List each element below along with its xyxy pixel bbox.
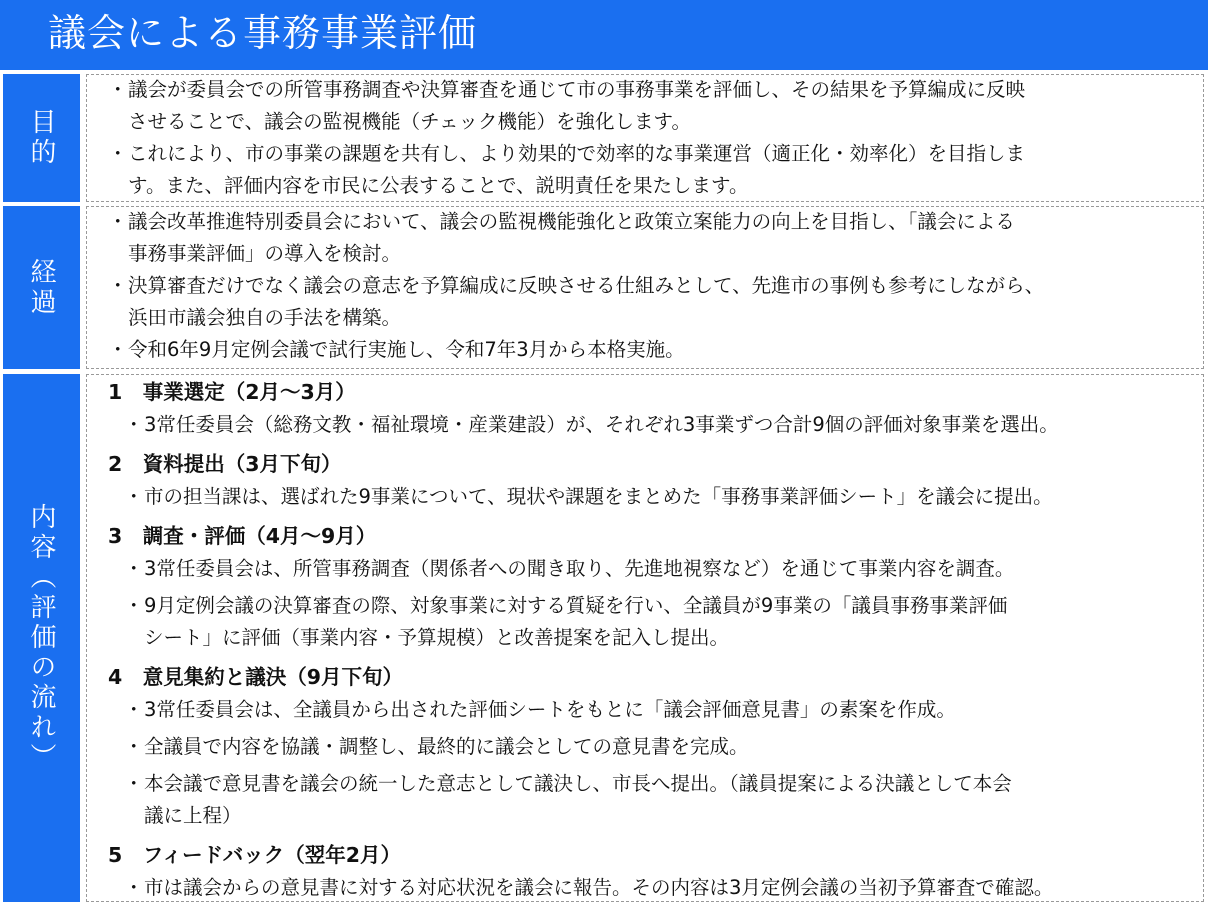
bullet-line: シート」に評価（事業内容・予算規模）と改善提案を記入し提出。 <box>144 626 730 649</box>
bullet-line: 議会改革推進特別委員会において、議会の監視機能強化と政策立案能力の向上を目指し、「議会による <box>128 210 1015 233</box>
bullet-line: させることで、議会の監視機能（チェック機能）を強化します。 <box>128 110 691 133</box>
step-heading: 3 調査・評価（4月～9月） <box>108 524 377 548</box>
step-heading: 1 事業選定（2月～3月） <box>108 380 356 404</box>
history-label <box>3 206 80 369</box>
bullet-line: 市は議会からの意見書に対する対応状況を議会に報告。その内容は3月定例会議の当初予算審査で確認。 <box>144 876 1054 899</box>
step-heading: 2 資料提出（3月下旬） <box>108 452 342 476</box>
bullet-line: 本会議で意見書を議会の統一した意志として議決し、市長へ提出。（議員提案による決議として本会 <box>144 772 1012 795</box>
content-label <box>3 374 80 902</box>
content-label-text: 内容（評価の流れ） <box>26 503 56 773</box>
page-title: 議会による事務事業評価 <box>48 11 478 55</box>
bullet-mark: ・ <box>124 698 144 721</box>
bullet-mark: ・ <box>124 876 144 899</box>
bullet-line: 浜田市議会独自の手法を構築。 <box>128 306 402 329</box>
bullet-mark: ・ <box>108 338 128 361</box>
bullet-line: す。また、評価内容を市民に公表することで、説明責任を果たします。 <box>128 174 749 197</box>
purpose-label-text: 目的 <box>26 108 56 168</box>
bullet-line: 事務事業評価」の導入を検討。 <box>128 242 402 265</box>
bullet-line: 3常任委員会（総務文教・福祉環境・産業建設）が、それぞれ3事業ずつ合計9個の評価対象事業を選出。 <box>144 413 1059 436</box>
title-bar <box>0 0 1208 70</box>
step-heading: 5 フィードバック（翌年2月） <box>108 843 401 867</box>
bullet-mark: ・ <box>124 413 144 436</box>
bullet-line: 3常任委員会は、全議員から出された評価シートをもとに「議会評価意見書」の素案を作成。 <box>144 698 956 721</box>
bullet-mark: ・ <box>124 735 144 758</box>
bullet-line: 全議員で内容を協議・調整し、最終的に議会としての意見書を完成。 <box>144 735 749 758</box>
bullet-mark: ・ <box>108 274 128 297</box>
bullet-mark: ・ <box>124 485 144 508</box>
bullet-line: 決算審査だけでなく議会の意志を予算編成に反映させる仕組みとして、先進市の事例も参考にしながら、 <box>128 274 1045 297</box>
bullet-mark: ・ <box>108 78 128 101</box>
step-heading: 4 意見集約と議決（9月下旬） <box>108 665 404 689</box>
bullet-line: 議会が委員会での所管事務調査や決算審査を通じて市の事務事業を評価し、その結果を予算編成に反映 <box>128 78 1026 101</box>
bullet-mark: ・ <box>108 210 128 233</box>
bullet-mark: ・ <box>124 557 144 580</box>
bullet-line: 9月定例会議の決算審査の際、対象事業に対する質疑を行い、全議員が9事業の「議員事務事業評価 <box>144 594 1008 617</box>
bullet-line: 議に上程） <box>144 804 242 827</box>
bullet-line: 市の担当課は、選ばれた9事業について、現状や課題をまとめた「事務事業評価シート」を議会に提出。 <box>144 485 1053 508</box>
bullet-line: 3常任委員会は、所管事務調査（関係者への聞き取り、先進地視察など）を通じて事業内容を調査。 <box>144 557 1015 580</box>
bullet-line: これにより、市の事業の課題を共有し、より効果的で効率的な事業運営（適正化・効率化）を目指しま <box>128 142 1026 165</box>
bullet-mark: ・ <box>124 772 144 795</box>
history-label-text: 経過 <box>26 257 56 318</box>
bullet-mark: ・ <box>124 594 144 617</box>
purpose-label <box>3 74 80 202</box>
bullet-mark: ・ <box>108 142 128 165</box>
bullet-line: 令和6年9月定例会議で試行実施し、令和7年3月から本格実施。 <box>128 338 685 361</box>
